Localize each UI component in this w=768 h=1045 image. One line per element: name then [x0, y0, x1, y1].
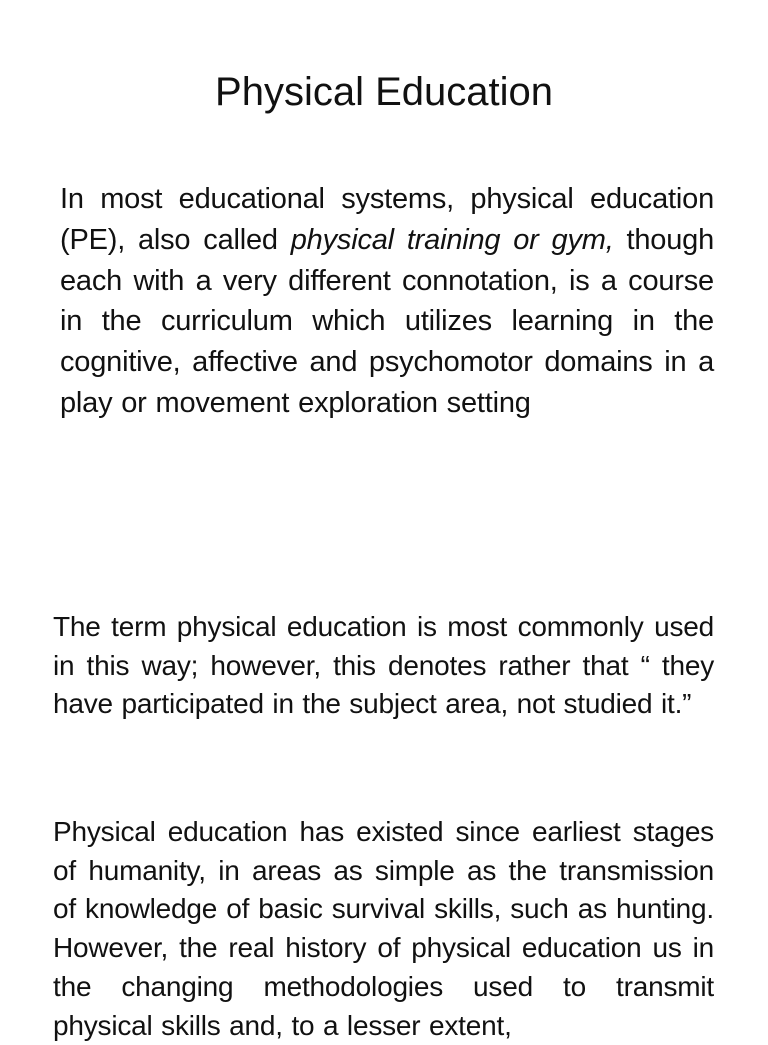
paragraph-definition: [60, 179, 714, 424]
paragraph-definition-italic-terms: physical training or gym,: [290, 223, 614, 256]
page-title: Physical Education: [215, 70, 553, 114]
paragraph-term-usage: The term physical education is most commonly used in this way; however, this denotes rather that “ they have participated in the subject area, not studied it.”: [53, 611, 714, 720]
paragraph-definition-text-start: In most educational systems, physical education (PE), also called: [60, 183, 714, 256]
paragraph-history: Physical education has existed since earliest stages of humanity, in areas as simple as the transmission of knowledge of basic survival skills, such as hunting. However, the real history of physical education us in the changing methodologies used to transmit physical skills and, to a lesser extent,: [53, 816, 714, 1041]
paragraph-definition-text-end: though each with a very different connotation, is a course in the curriculum which utilizes learning in the cognitive, affective and psychomotor domains in a play or movement exploration setting: [60, 223, 714, 419]
